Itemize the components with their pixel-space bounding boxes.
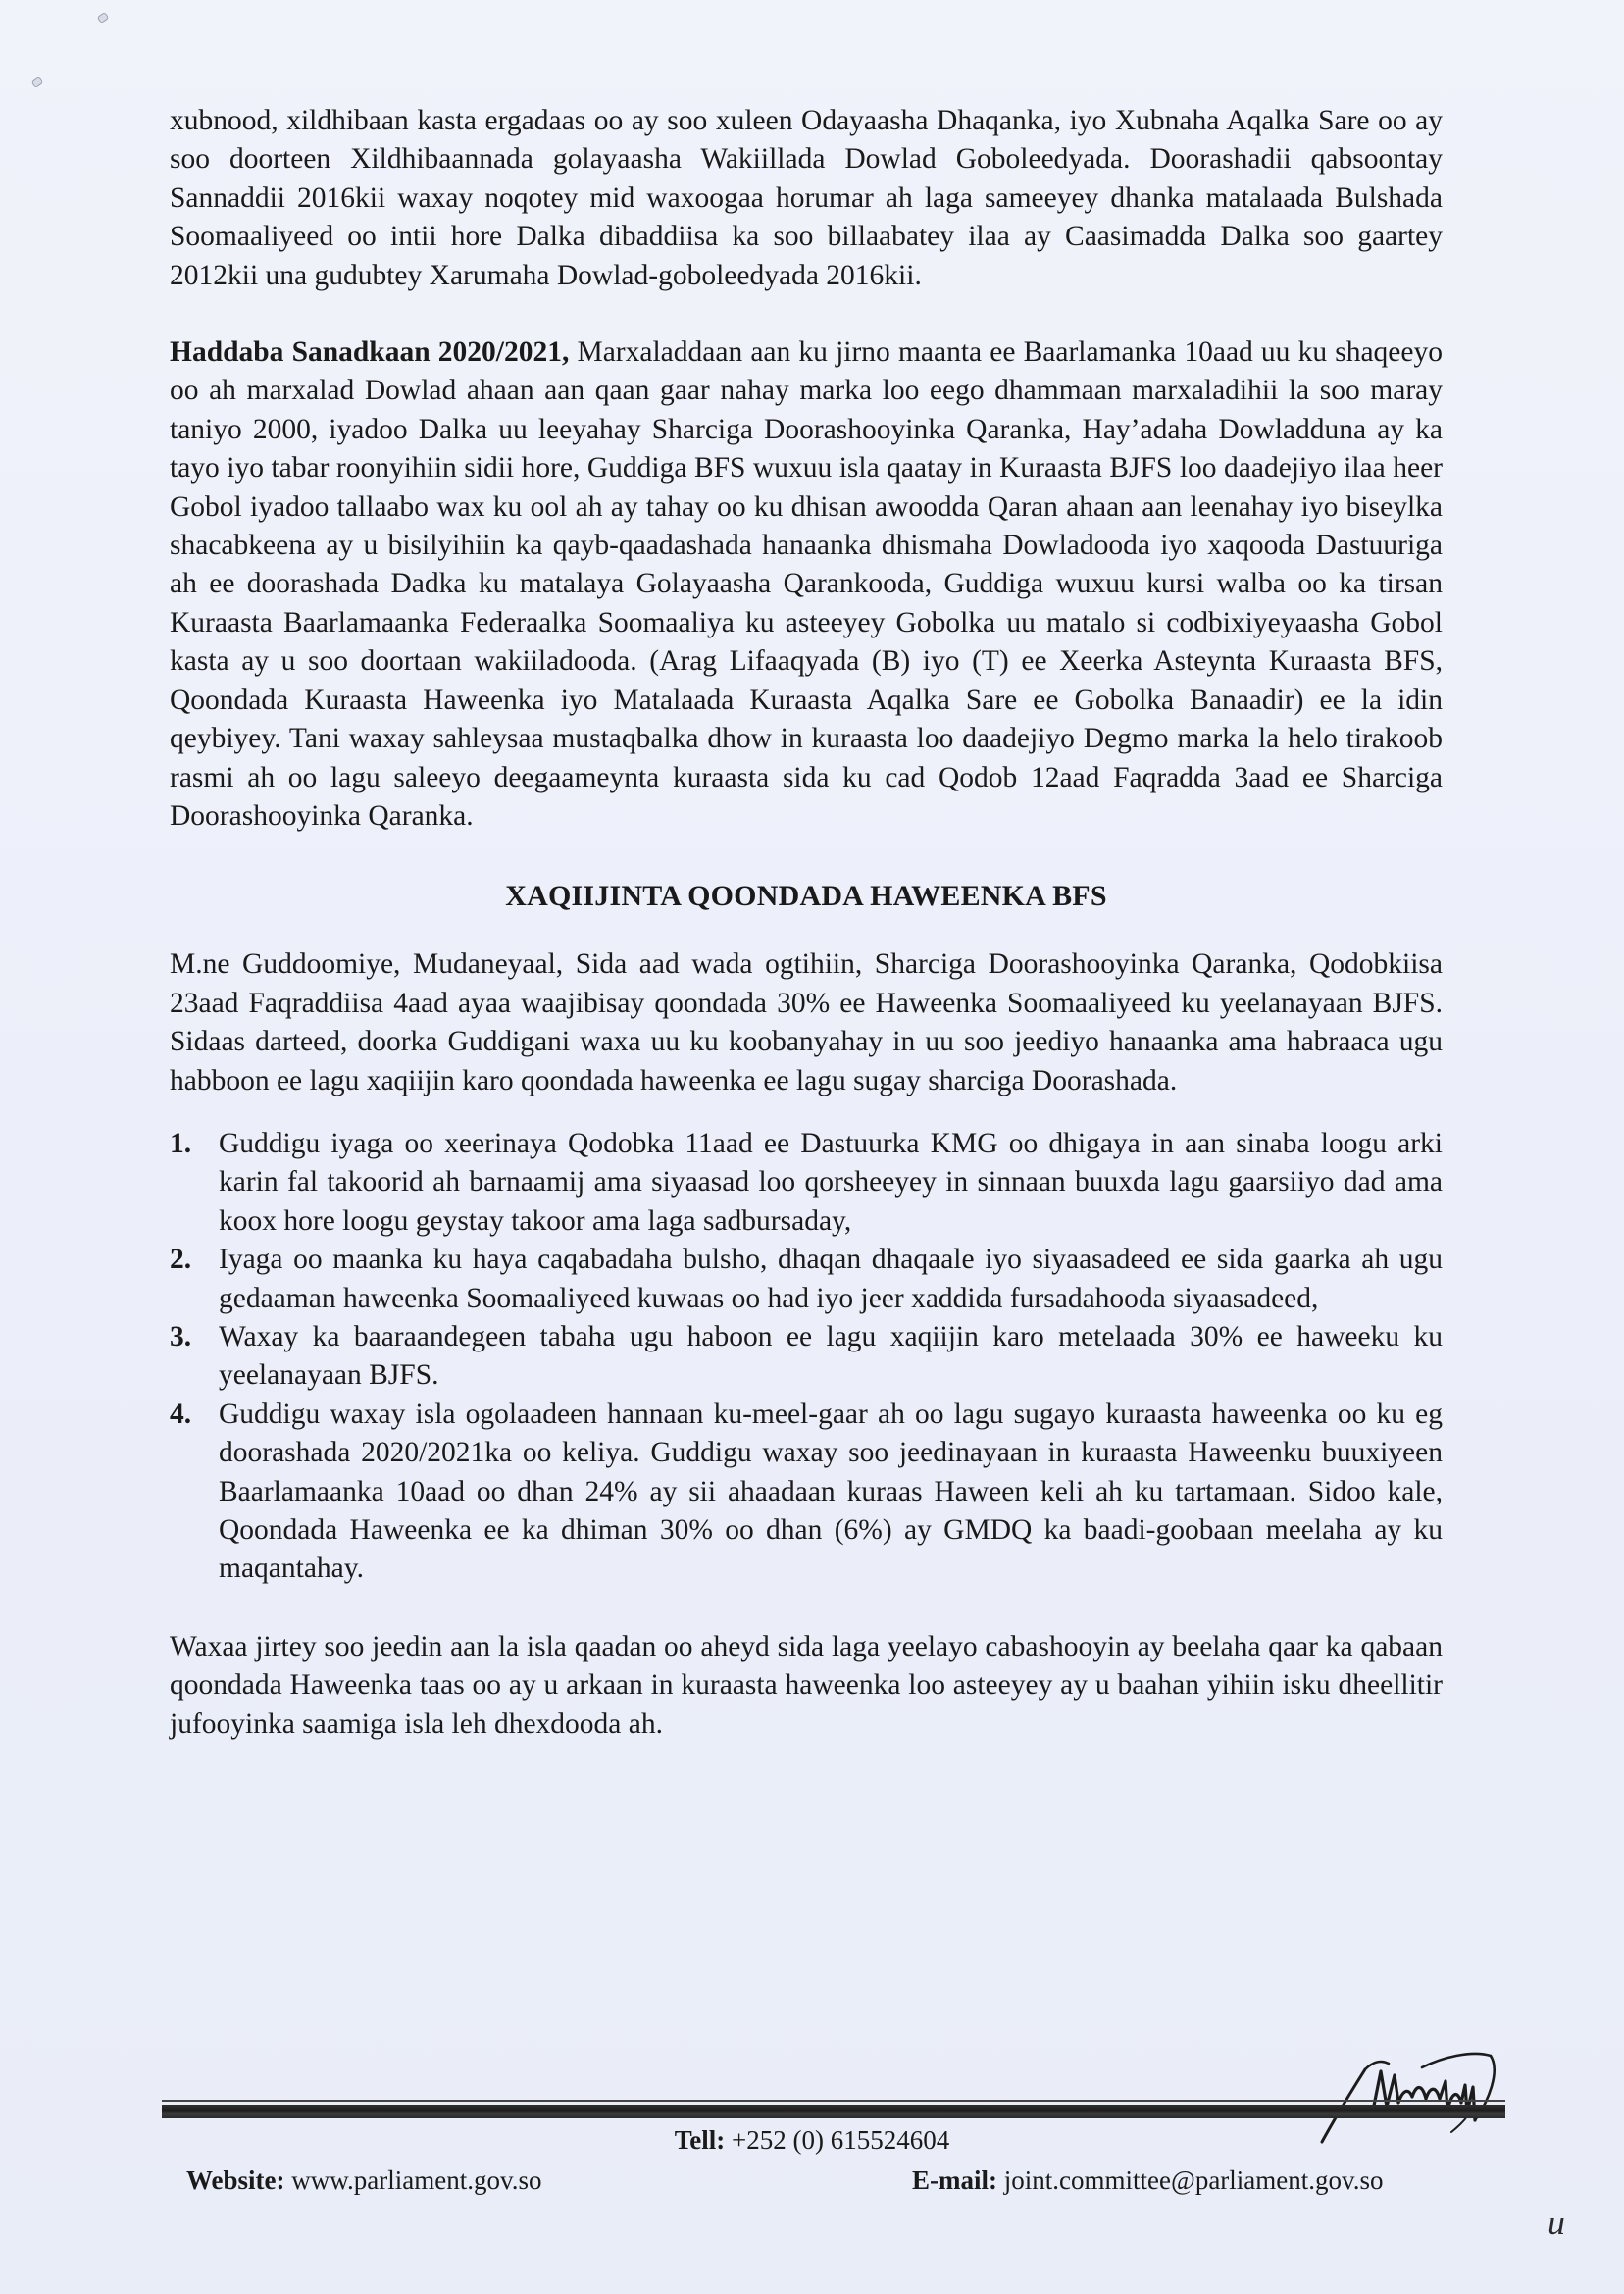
email-link[interactable]: joint.committee@parliament.gov.so: [997, 2166, 1384, 2195]
footer-email: [912, 2164, 1384, 2197]
paragraph-2020-2021: [170, 333, 1443, 836]
list-item: [170, 1241, 1443, 1318]
footer-divider-thin: [162, 2100, 1505, 2102]
email-label: E-mail:: [912, 2166, 997, 2195]
paragraph-lead: Haddaba Sanadkaan 2020/2021,: [170, 336, 570, 369]
website-link[interactable]: www.parliament.gov.so: [284, 2166, 542, 2195]
list-item: [170, 1125, 1443, 1241]
section-heading: XAQIIJINTA QOONDADA HAWEENKA BFS: [505, 880, 1107, 913]
tel-value: +252 (0) 615524604: [725, 2125, 950, 2155]
staple-hole-mark: [31, 76, 44, 88]
list-item-text: Iyaga oo maanka ku haya caqabadaha bulsho, dhaqan dhaqaale iyo siyaasadeed ee sida gaarka ah ugu gedaaman haweenka Soomaaliyeed kuwaas oo had iyo jeer xaddida fursadahooda siyaasadeed,: [219, 1244, 1443, 1314]
list-item: [170, 1396, 1443, 1589]
list-item-text: Waxay ka baaraandegeen tabaha ugu haboon ee lagu xaqiijin karo metelaada 30% ee haweeku ku yeelanayaan BJFS.: [219, 1320, 1443, 1392]
list-item-text: Guddigu waxay isla ogolaadeen hannaan ku-meel-gaar ah oo lagu sugayo kuraasta haweenka oo ku eg doorashada 2020/2021ka oo keliya. Guddigu waxay soo jeedinayaan in kuraasta Haweenku buuxiyeen Baarlamaanka 10aad oo dhan 24% ay sii ahaadaan kuraas Haween keli ah ku tartamaan. Sidoo kale, Qoondada Haweenka ee ka dhiman 30% oo dhan (6%) ay GMDQ ka baadi-goobaan meelaha ay ku maqantahay.: [219, 1398, 1443, 1585]
list-item-number: 1.: [170, 1127, 192, 1159]
list-item: [170, 1318, 1443, 1396]
handwritten-page-mark: u: [1548, 2203, 1565, 2242]
paragraph-closing: Waxaa jirtey soo jeedin aan la isla qaadan oo aheyd sida laga yeelayo cabashooyin ay beelaha qaar ka qabaan qoondada Haweenka taas oo ay u arkaan in kuraasta haweenka loo asteeyey ay u baahan yihiin isku dheellitir jufooyinka saamiga isla leh dhexdooda ah.: [170, 1630, 1443, 1740]
paragraph-quota-intro: M.ne Guddoomiye, Mudaneyaal, Sida aad wada ogtihiin, Sharciga Doorashooyinka Qaranka, Qodobkiisa 23aad Faqraddiisa 4aad ayaa waajibisay qoondada 30% ee Haweenka Soomaaliyeed ku yeelanayaan BJFS. Sidaas darteed, doorka Guddigani waxa uu ku koobanyahay in uu soo jeediyo hanaanka ama habraaca ugu habboon ee lagu xaqiijin karo qoondada haweenka ee lagu sugay sharciga Doorashada.: [170, 948, 1443, 1096]
footer-telephone: [0, 2123, 1624, 2157]
list-item-number: 3.: [170, 1320, 192, 1352]
document-body: [170, 102, 1443, 1744]
website-label: Website:: [186, 2166, 285, 2195]
footer-divider: [162, 2105, 1505, 2118]
list-item-number: 4.: [170, 1398, 192, 1430]
numbered-list: [170, 1125, 1443, 1589]
staple-hole-mark: [97, 12, 110, 24]
paragraph-intro-continuation: xubnood, xildhibaan kasta ergadaas oo ay soo xuleen Odayaasha Dhaqanka, iyo Xubnaha Aqalka Sare oo ay soo doorteen Xildhibaannada golayaasha Wakiillada Dowlad Goboleedyada. Doorashadii qabsoontay Sannaddii 2016kii waxay noqotey mid waxoogaa horumar ah laga sameeyey dhanka matalaada Bulshada Soomaaliyeed oo intii hore Dalka dibaddiisa ka soo billaabatey ilaa ay Caasimadda Dalka soo gaartey 2012kii una gudubtey Xarumaha Dowlad-goboleedyada 2016kii.: [170, 105, 1443, 291]
list-item-number: 2.: [170, 1244, 192, 1276]
paragraph-body: Marxaladdaan aan ku jirno maanta ee Baarlamanka 10aad uu ku shaqeeyo oo ah marxalad Dowlad ahaan aan qaan gaar nahay marka loo eego dhammaan marxaladihii la soo maray taniyo 2000, iyadoo Dalka uu leeyahay Sharciga Doorashooyinka Qaranka, Hay’adaha Dowladduna ay ka tayo iyo tabar roonyihiin sidii hore, Guddiga BFS wuxuu isla qaatay in Kuraasta BJFS loo daadejiyo ilaa heer Gobol iyadoo tallaabo wax ku ool ah ay tahay oo ku dhisan awoodda Qaran ahaan aan leenahay iyo biseylka shacabkeena ay u bisilyihiin ka qayb-qaadashada hanaanka dhismaha Dowladooda iyo xaqooda Dastuuriga ah ee doorashada Dadka ku matalaya Golayaasha Qarankooda, Guddiga wuxuu kursi walba oo ka tirsan Kuraasta Baarlamaanka Federaalka Soomaaliya ku asteeyey Gobolka uu matalo si codbixiyeyaasha Gobol kasta ay u soo doortaan wakiiladooda. (Arag Lifaaqyada (B) iyo (T) ee Xeerka Asteynta Kuraasta BFS, Qoondada Kuraasta Haweenka iyo Matalaada Kuraasta Aqalka Sare ee Gobolka Banaadir) ee la idin qeybiyey. Tani waxay sahleysaa mustaqbalka dhow in kuraasta loo daadejiyo Degmo marka la helo tirakoob rasmi ah oo lagu saleeyo deegaameynta kuraasta sida ku cad Qodob 12aad Faqradda 3aad ee Sharciga Doorashooyinka Qaranka.: [170, 336, 1443, 832]
tel-label: Tell:: [674, 2125, 726, 2155]
footer-website: [186, 2164, 541, 2197]
list-item-text: Guddigu iyaga oo xeerinaya Qodobka 11aad ee Dastuurka KMG oo dhigaya in aan sinaba loogu arki karin fal takoorid ah barnaamij ama siyaasad loo qorsheeyey in sinnaan buuxda lagu gaarsiiyo dad ama koox hore loogu geystay takoor ama laga sadbursaday,: [219, 1127, 1443, 1237]
